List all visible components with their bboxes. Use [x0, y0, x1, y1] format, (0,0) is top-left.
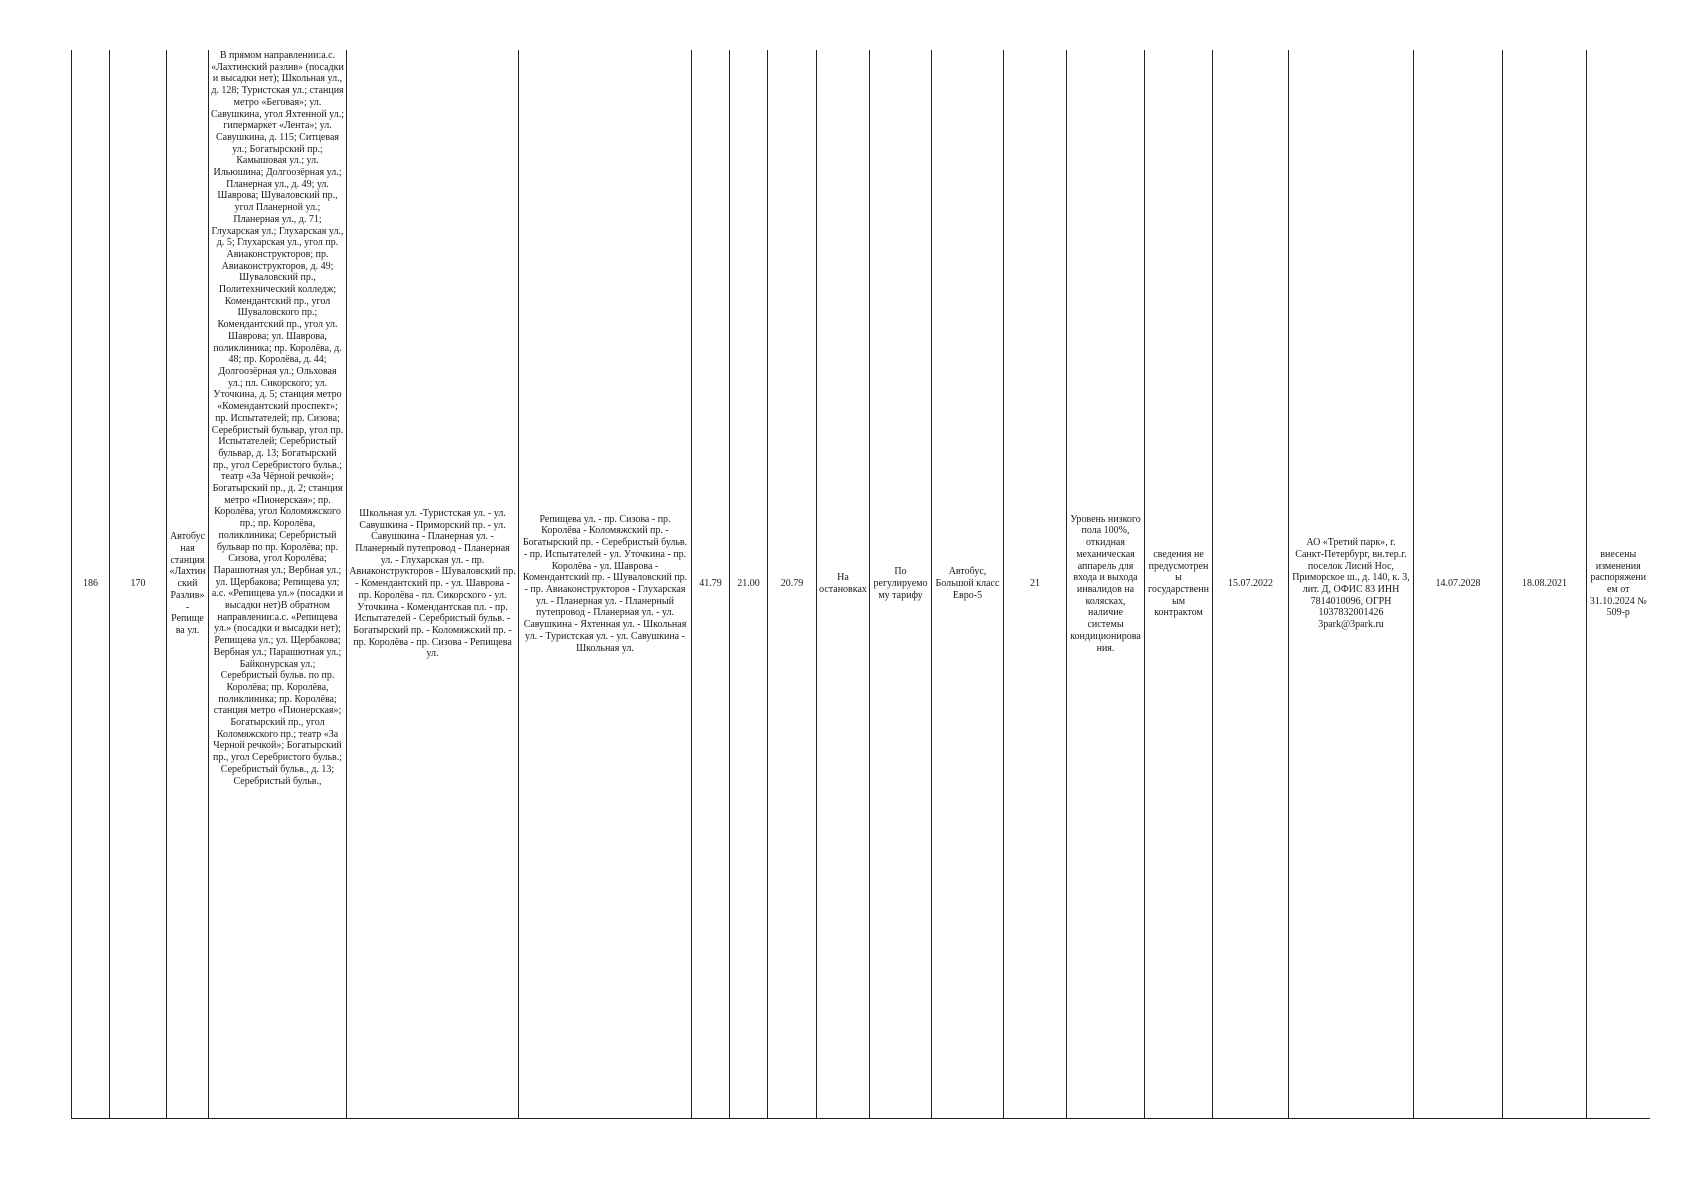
contract-info: сведения не предусмотрены государственным контрактом [1148, 548, 1209, 619]
route-registry-table [71, 50, 1650, 1119]
stops-list: В прямом направлении:а.с. «Лахтинский разлив» (посадки и высадки нет); Школьная ул., д. 128; Туристская ул.; станция метро «Беговая»; ул. Савушкина, угол Яхтенной ул.; гипермаркет «Лента»; ул. Савушкина, д. 115; Ситцевая ул.; Богатырский пр.; Камышовая ул.; ул. Ильюшина; Долгоозёрная ул.; Планерная ул., д. 49; ул. Шаврова; Шуваловский пр., угол Планерной ул.; Планерная ул., д. 71; Глухарская ул.; Глухарская ул., д. 5; Глухарская ул., угол пр. Авиаконструкторов; пр. Авиаконструкторов, д. 49; Шуваловский пр., Политехнический колледж; Комендантский пр., угол Шуваловского пр.; Комендантский пр., угол ул. Шаврова; ул. Шаврова, поликлиника; пр. Королёва, д. 48; пр. Королёва, д. 44; Долгоозёрная ул.; Ольховая ул.; пл. Сикорского; ул. Уточкина, д. 5; станция метро «Комендантский проспект»; пр. Испытателей; пр. Сизова; Серебристый бульвар, угол пр. Испытателей; Серебристый бульвар, д. 13; Богатырский пр., угол Серебристого бульв.; театр «За Чёрной речкой»; Богатырский пр., д. 2; станция метро «Пионерская»; пр. Королёва, угол Коломяжского пр.; пр. Королёва, поликлиника; Серебристый бульвар по пр. Королёва; пр. Сизова, угол Королёва; Парашютная ул.; Вербная ул.; ул. Щербакова; Репищева ул; а.с. «Репищева ул.» (посадки и высадки нет)В обратном направлении:а.с. «Репищева ул.» (посадки и высадки нет); Репищева ул.; ул. Щербакова; Вербная ул.; Парашютная ул.; Байконурская ул.; Серебристый бульв. по пр. Королёва; пр. Королёва, поликлиника; пр. Королёва; станция метро «Пионерская»; Богатырский пр., угол Коломяжского пр.; театр «За Черной речкой»; Богатырский пр., угол Серебристого бульв.; Серебристый бульв., д. 13; Серебристый бульв., [211, 50, 344, 787]
length-backward-cell [730, 50, 768, 1119]
vehicle-count: 21 [1030, 578, 1040, 590]
characteristics-cell [1067, 50, 1145, 1119]
table-row [72, 50, 1650, 1119]
boarding-order: На остановках [819, 572, 867, 595]
streets-backward: Репищева ул. - пр. Сизова - пр. Королёва - Коломяжский пр. - Богатырский пр. - Серебристый бульв. - пр. Испытателей - ул. Уточкина - пр. Королёва - ул. Шаврова - Комендантский пр. - Шуваловский пр. - пр. Авиаконструкторов - Глухарская ул. - Планерная ул. - Планерный путепровод - Планерная ул. - ул. Савушкина - Яхтенная ул. - Школьная ул. - Туристская ул. - ул. Савушкина - Школьная ул. [522, 513, 688, 654]
contract-info-cell [1145, 50, 1213, 1119]
route-name: Автобусная станция «Лахтинский Разлив» - Репищева ул. [169, 531, 206, 636]
start-date-cell [1213, 50, 1289, 1119]
carrier-cell [1289, 50, 1414, 1119]
vehicle-cell [932, 50, 1004, 1119]
length-backward: 21.00 [737, 578, 760, 590]
route-number-cell [110, 50, 167, 1119]
tariff-type: По регулируемому тарифу [873, 566, 928, 601]
start-date: 15.07.2022 [1228, 578, 1273, 590]
route-reg-number: 186 [83, 578, 98, 590]
length-total-cell [768, 50, 817, 1119]
route-reg-number-cell [72, 50, 110, 1119]
route-number: 170 [130, 578, 146, 590]
streets-backward-cell [519, 50, 692, 1119]
streets-forward-cell [347, 50, 519, 1119]
end-date-cell [1414, 50, 1503, 1119]
vehicle-characteristics: Уровень низкого пола 100%, откидная механическая аппарель для входа и выхода инвалидов на колясках, наличие системы кондиционирования. [1070, 513, 1141, 654]
stops-cell [209, 50, 347, 1119]
length-forward: 41.79 [699, 578, 722, 590]
change-date-cell [1503, 50, 1587, 1119]
vehicle-type: Автобус, Большой класс Евро-5 [935, 566, 1000, 601]
change-date: 18.08.2021 [1522, 578, 1567, 590]
notes-cell [1587, 50, 1650, 1119]
end-date: 14.07.2028 [1435, 578, 1481, 590]
length-total: 20.79 [780, 578, 804, 590]
vehicle-count-cell [1004, 50, 1067, 1119]
boarding-order-cell [817, 50, 870, 1119]
notes: внесены изменения распоряжением от 31.10.2024 № 509-р [1589, 548, 1647, 619]
length-forward-cell [692, 50, 730, 1119]
carrier-info: АО «Третий парк», г. Санкт-Петербург, вн.тер.г. поселок Лисий Нос, Приморское ш., д. 140, к. 3, лит. Д, ОФИС 83 ИНН 7814010096, ОГРН 1037832001426 3park@3park.ru [1292, 537, 1410, 631]
streets-forward: Школьная ул. -Туристская ул. - ул. Савушкина - Приморский пр. - ул. Савушкина - Планерная ул. - Планерный путепровод - Планерная ул. - Глухарская ул. - пр. Авиаконструкторов - Шуваловский пр. - Комендантский пр. - ул. Шаврова - пр. Королёва - пл. Сикорского - ул. Уточкина - Комендантская пл. - пр. Испытателей - Серебристый бульв. - Богатырский пр. - Коломяжский пр. - пр. Королёва - пр. Сизова - Репищева ул. [349, 507, 516, 660]
route-name-cell [167, 50, 209, 1119]
tariff-type-cell [870, 50, 932, 1119]
